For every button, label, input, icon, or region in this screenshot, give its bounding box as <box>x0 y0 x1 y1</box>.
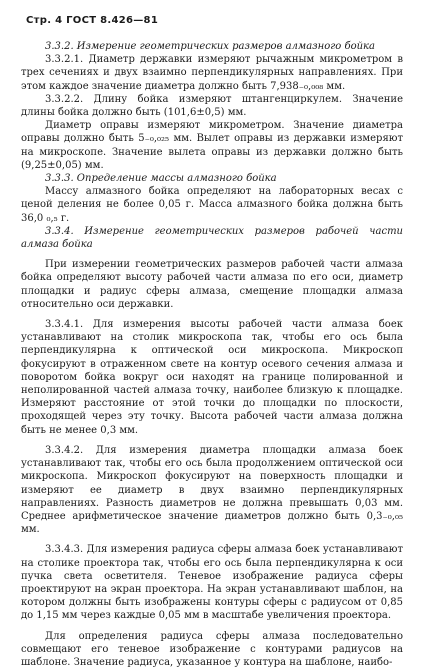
paragraph: 3.3.2.2. Длину бойка измеряют штангенциркулем. Значение длины бойка должно быть (101,6±0,5) мм. <box>21 93 403 119</box>
section-heading: 3.3.3. Определение массы алмазного бойка <box>45 173 277 185</box>
paragraph: 3.3.4.1. Для измерения высоты рабочей части алмаза боек устанавливают на столик микроскопа так, чтобы его ось была перпендикулярна к оптической оси микроскопа. Микроскоп фокусируют в отраженном свете на контур осевого сечения алмаза и поворотом бойка вокруг оси находят на границе полированной и неполированной частей алмаза точку, наиболее близкую к площадке. Измеряют расстояние от этой точки до площадки по плоскости, проходящей через эту точку. Высота рабочей части алмаза должна быть не менее 0,3 мм. <box>21 319 403 436</box>
document-body <box>21 40 403 669</box>
paragraph: 3.3.4.3. Для измерения радиуса сферы алмаза боек устанавливают на столике проектора так, чтобы его ось была перпендикулярна к оси пучка света осветителя. Теневое изображение радиуса сферы проектируют на экран проектора. На экран устанавливают шаблон, на котором должны быть изображены контуры сферы с радиусом от 0,85 до 1,15 мм через каждые 0,05 мм в масштабе увеличения проектора. <box>21 544 403 622</box>
paragraph: Диаметр оправы измеряют микрометром. Значение диаметра оправы должно быть 5₋₀,₀₂₅ мм. Вылет оправы из державки измеряют на микроскопе. Значение вылета оправы из державки должно быть (9,25±0,05) мм. <box>21 120 403 171</box>
paragraph: При измерении геометрических размеров рабочей части алмаза бойка определяют высоту рабочей части алмаза по его оси, диаметр площадки и радиус сферы алмаза, смещение площадки алмаза относительно оси державки. <box>21 259 403 310</box>
paragraph: 3.3.4.2. Для измерения диаметра площадки алмаза боек устанавливают так, чтобы его ось была продолжением оптической оси микроскопа. Микроскоп фокусируют на поверхность площадки и измеряют ее диаметр в двух взаимно перпендикулярных направлениях. Разность диаметров не должна превышать 0,03 мм. Среднее арифметическое значение диаметров должно быть 0,3₋₀,₀₅ мм. <box>21 444 403 536</box>
paragraph: 3.3.2.1. Диаметр державки измеряют рычажным микрометром в трех сечениях и двух взаимно перпендикулярных направлениях. При этом каждое значение диаметра должно быть 7,938₋₀,₀₀₈ мм. <box>21 54 403 92</box>
section-heading: 3.3.4. Измерение геометрических размеров рабочей части алмаза бойка <box>21 225 403 251</box>
page-header: Стр. 4 ГОСТ 8.426—81 <box>26 15 159 26</box>
paragraph: Для определения радиуса сферы алмаза последовательно совмещают его теневое изображение с контурами радиусов на шаблоне. Значение радиуса, указанное у контура на шаблоне, наибо- <box>21 630 403 668</box>
section-heading: 3.3.2. Измерение геометрических размеров алмазного бойка <box>45 41 375 52</box>
paragraph: Массу алмазного бойка определяют на лабораторных весах с ценой деления не более 0,05 г. Масса алмазного бойка должна быть 36,0 ₀,₅ г. <box>21 186 403 224</box>
